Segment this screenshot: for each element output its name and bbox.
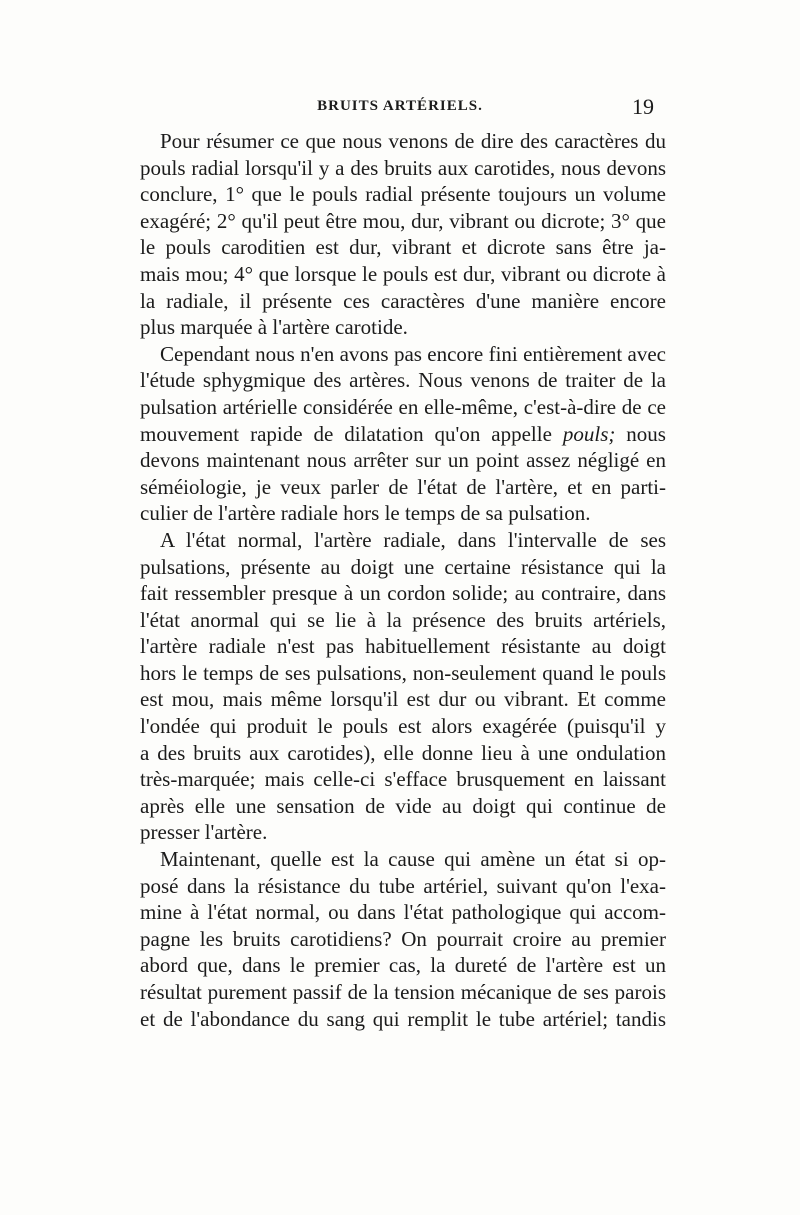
text-line: l'état anormal qui se lie à la présence des bruits artériels, bbox=[140, 607, 666, 632]
text-line: exagéré; 2° qu'il peut être mou, dur, vibrant ou dicrote; 3° que bbox=[140, 208, 666, 233]
emphasized-word: pouls; bbox=[562, 421, 616, 446]
text-line: fait ressembler presque à un cordon solide; au contraire, dans bbox=[140, 581, 666, 606]
text-line: abord que, dans le premier cas, la dureté de l'artère est un bbox=[140, 953, 666, 978]
text-line: pagne les bruits carotidiens? On pourrait croire au premier bbox=[140, 926, 666, 951]
text-line: le pouls caroditien est dur, vibrant et dicrote sans être ja- bbox=[140, 235, 666, 260]
text-line: hors le temps de ses pulsations, non-seulement quand le pouls bbox=[140, 660, 666, 685]
running-head bbox=[140, 94, 660, 122]
paragraph-4 bbox=[140, 846, 666, 1032]
text-line: plus marquée à l'artère carotide. bbox=[140, 315, 408, 340]
text-line: Maintenant, quelle est la cause qui amène un état si op- bbox=[160, 847, 666, 872]
body-text bbox=[140, 128, 666, 1032]
text-line: presser l'artère. bbox=[140, 820, 268, 845]
text-line: mine à l'état normal, ou dans l'état pathologique qui accom- bbox=[140, 900, 666, 925]
text-line: l'artère radiale n'est pas habituellement résistante au doigt bbox=[140, 634, 666, 659]
text-line: séméiologie, je veux parler de l'état de l'artère, et en parti- bbox=[140, 474, 666, 499]
text-line: posé dans la résistance du tube artériel, suivant qu'on l'exa- bbox=[140, 873, 666, 898]
page-number: 19 bbox=[632, 94, 654, 119]
text-line: Cependant nous n'en avons pas encore fini entièrement avec bbox=[160, 341, 666, 366]
text-line: mais mou; 4° que lorsque le pouls est dur, vibrant ou dicrote à bbox=[140, 261, 666, 286]
text-line: pouls radial lorsqu'il y a des bruits aux carotides, nous devons bbox=[140, 155, 666, 180]
text-line: culier de l'artère radiale hors le temps de sa pulsation. bbox=[140, 501, 591, 526]
text-line: après elle une sensation de vide au doigt qui continue de bbox=[140, 793, 666, 818]
text-line: pulsations, présente au doigt une certaine résistance qui la bbox=[140, 554, 666, 579]
text-line: résultat purement passif de la tension mécanique de ses parois bbox=[140, 980, 666, 1004]
text-line: et de l'abondance du sang qui remplit le tube artériel; tandis bbox=[140, 1006, 666, 1031]
text-line: l'étude sphygmique des artères. Nous venons de traiter de la bbox=[140, 368, 666, 393]
running-title: BRUITS ARTÉRIELS. bbox=[317, 98, 483, 114]
text-line: l'ondée qui produit le pouls est alors exagérée (puisqu'il y bbox=[140, 714, 666, 739]
text-line: pulsation artérielle considérée en elle-même, c'est-à-dire de ce bbox=[140, 394, 666, 419]
paragraph-2 bbox=[140, 341, 666, 527]
text-line: a des bruits aux carotides), elle donne lieu à une ondulation bbox=[140, 740, 666, 765]
text-line: la radiale, il présente ces caractères d'une manière encore bbox=[140, 288, 666, 313]
paragraph-1 bbox=[140, 128, 666, 341]
text-line: conclure, 1° que le pouls radial présente toujours un volume bbox=[140, 182, 666, 207]
text-line: Pour résumer ce que nous venons de dire des caractères du bbox=[160, 129, 666, 153]
text-line: A l'état normal, l'artère radiale, dans l'intervalle de ses bbox=[160, 527, 666, 552]
text-line: est mou, mais même lorsqu'il est dur ou vibrant. Et comme bbox=[140, 687, 666, 712]
text-line: devons maintenant nous arrêter sur un point assez négligé en bbox=[140, 448, 666, 473]
paragraph-3 bbox=[140, 527, 666, 846]
text-line: mouvement rapide de dilatation qu'on appelle pouls; nous bbox=[140, 421, 666, 446]
text-line: très-marquée; mais celle-ci s'efface brusquement en laissant bbox=[140, 767, 666, 792]
